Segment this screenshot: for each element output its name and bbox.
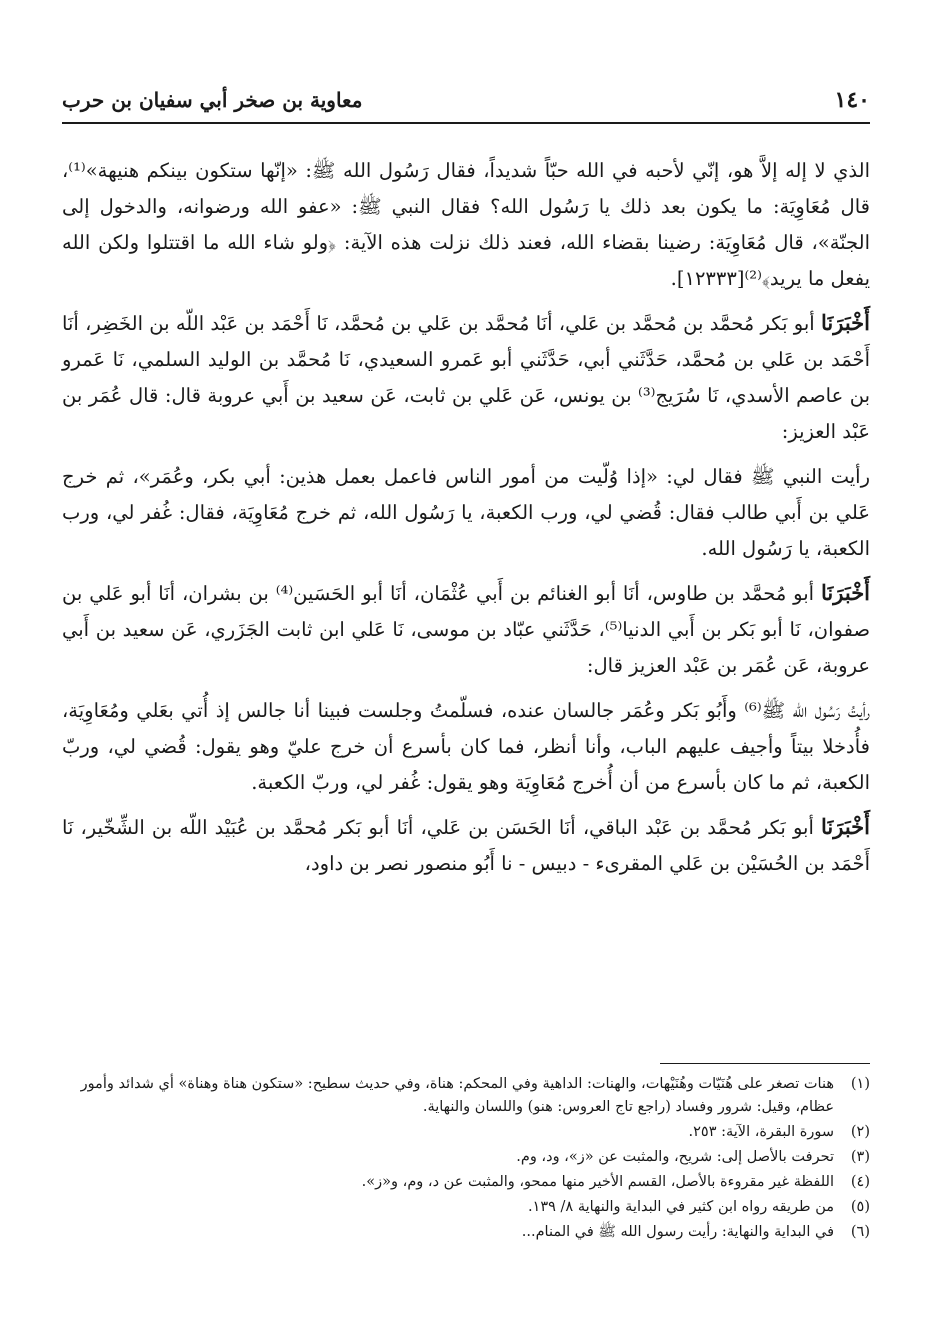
paragraph-text: رأيتُ رَسُول الله ﷺ⁽⁶⁾ وأَبُو بَكر وعُمَر جالسان عنده، فسلّمتُ وجلست فبينا أنا جالس إذ أُتي بعَلي ومُعَاوِيَة، فأُدخلا بيتاً وأجيف عليهم الباب، وأنا أنظر، فما كان بأسرع أن خرج عليّ وهو يقول: قُضي لي، وربّ الكعبة، ثم ما كان بأسرع من أن أُخرج مُعَاوِيَة وهو يقول: غُفر لي، وربّ الكعبة. [62,699,871,794]
footnote-number: (٤) [850,1174,870,1190]
footnote-text: في البداية والنهاية: رأيت رسول الله ﷺ في المنام... [521,1224,834,1240]
footnote-number: (٢) [850,1124,870,1140]
page-number: ١٤٠ [834,87,870,113]
paragraph [62,809,870,882]
paragraph [62,152,870,297]
paragraph-text: أبو بَكر مُحمَّد بن عَبْد الباقي، أنَا الحَسَن بن عَلي، أنَا أبو بَكر مُحمَّد بن عُبَيْد اللّه بن الشِّخّير، نَا أَحْمَد بن الحُسَيْن بن عَلي المقرىء - دبيس - نا أَبُو منصور نصر بن داود، [62,816,870,875]
footnotes-divider [660,1063,870,1064]
main-text [62,152,870,890]
footnote-text: تحرفت بالأصل إلى: شريح، والمثبت عن «ز»، ود، وم. [516,1149,834,1165]
paragraph-lead: أَخْبَرَنَا [821,310,870,335]
footnote [62,1221,870,1244]
paragraph [62,692,870,801]
paragraph-lead: أَخْبَرَنَا [821,814,870,839]
paragraph-text: الذي لا إله إلاَّ هو، إنّي لأحبه في الله حبّاً شديداً، فقال رَسُول الله ﷺ: «إنّها ستكون بينكم هنيهة»⁽¹⁾، قال مُعَاوِيَة: ما يكون بعد ذلك يا رَسُول الله؟ فقال النبي ﷺ: «عفو الله ورضوانه، والدخول إلى الجنّة»، قال مُعَاوِيَة: رضينا بقضاء الله، فعند ذلك نزلت هذه الآية: ﴿ولو شاء الله ما اقتتلوا ولكن الله يفعل ما يريد﴾⁽²⁾[١٢٣٣٣]. [62,159,870,290]
paragraph [62,458,870,567]
book-page [62,0,870,1335]
footnote [62,1146,870,1169]
paragraph-text: أبو بَكر مُحمَّد بن مُحمَّد بن عَلي، أنَا مُحمَّد بن عَلي بن مُحمَّد، نَا أَحْمَد بن عَبْد اللّه بن الخَضِر، أنَا أَحْمَد بن عَلي بن مُحمَّد، حَدَّثَني أبي، حَدَّثَني أبو عَمرو السعيدي، نَا مُحمَّد بن الوليد السلمي، نَا عَمرو بن عاصم الأسدي، نَا سُرَيج⁽³⁾ بن يونس، عَن عَلي بن ثابت، عَن سعيد بن أَبي عروبة قال: قال عُمَر بن عَبْد العزيز: [62,312,870,443]
running-title: معاوية بن صخر أبي سفيان بن حرب [62,88,363,112]
paragraph-text: أبو مُحمَّد بن طاوس، أنَا أبو الغنائم بن أَبي عُثْمَان، أنَا أبو الحَسَين⁽⁴⁾ بن بشران، أنَا أبو عَلي بن صفوان، نَا أبو بَكر بن أَبي الدنيا⁽⁵⁾، حَدَّثَني عبّاد بن موسى، نَا عَلي ابن ثابت الجَزَري، عَن سعيد بن أَبي عروبة، عَن عُمَر بن عَبْد العزيز قال: [62,582,871,677]
footnote-text: سورة البقرة، الآية: ٢٥٣. [688,1124,834,1140]
footnote-number: (٣) [850,1149,870,1165]
footnote-number: (٦) [850,1224,870,1240]
footnote-text: اللفظة غير مقروءة بالأصل، القسم الأخير منها ممحو، والمثبت عن د، وم، و«ز». [361,1174,834,1190]
footnote [62,1171,870,1194]
paragraph-text: رأيت النبي ﷺ فقال لي: «إذا وُلّيت من أمور الناس فاعمل بعمل هذين: أبي بكر، وعُمَر»، ثم خرج عَلي بن أَبي طالب فقال: قُضي لي، ورب الكعبة، يا رَسُول الله، ثم خرج مُعَاوِيَة، فقال: غُفر لي، ورب الكعبة، يا رَسُول الله. [62,465,870,560]
paragraph [62,575,870,684]
footnote [62,1121,870,1144]
footnote [62,1073,870,1119]
page-header [62,78,870,124]
footnotes [62,1073,870,1246]
footnote-number: (٥) [850,1199,870,1215]
footnote [62,1196,870,1219]
footnote-text: هنات تصغر على هُنَيّات وهُنَيْهات، والهنات: الداهية وفي المحكم: هناة، وفي حديث سطيح: «ستكون هناة وهناة» أي شدائد وأمور عظام، وقيل: شرور وفساد (راجع تاج العروس: هنو) واللسان والنهاية. [80,1076,834,1115]
paragraph [62,305,870,450]
paragraph-lead: أَخْبَرَنَا [821,580,871,605]
footnote-number: (١) [850,1076,870,1092]
footnote-text: من طريقه رواه ابن كثير في البداية والنهاية ٨/ ١٣٩. [527,1199,834,1215]
